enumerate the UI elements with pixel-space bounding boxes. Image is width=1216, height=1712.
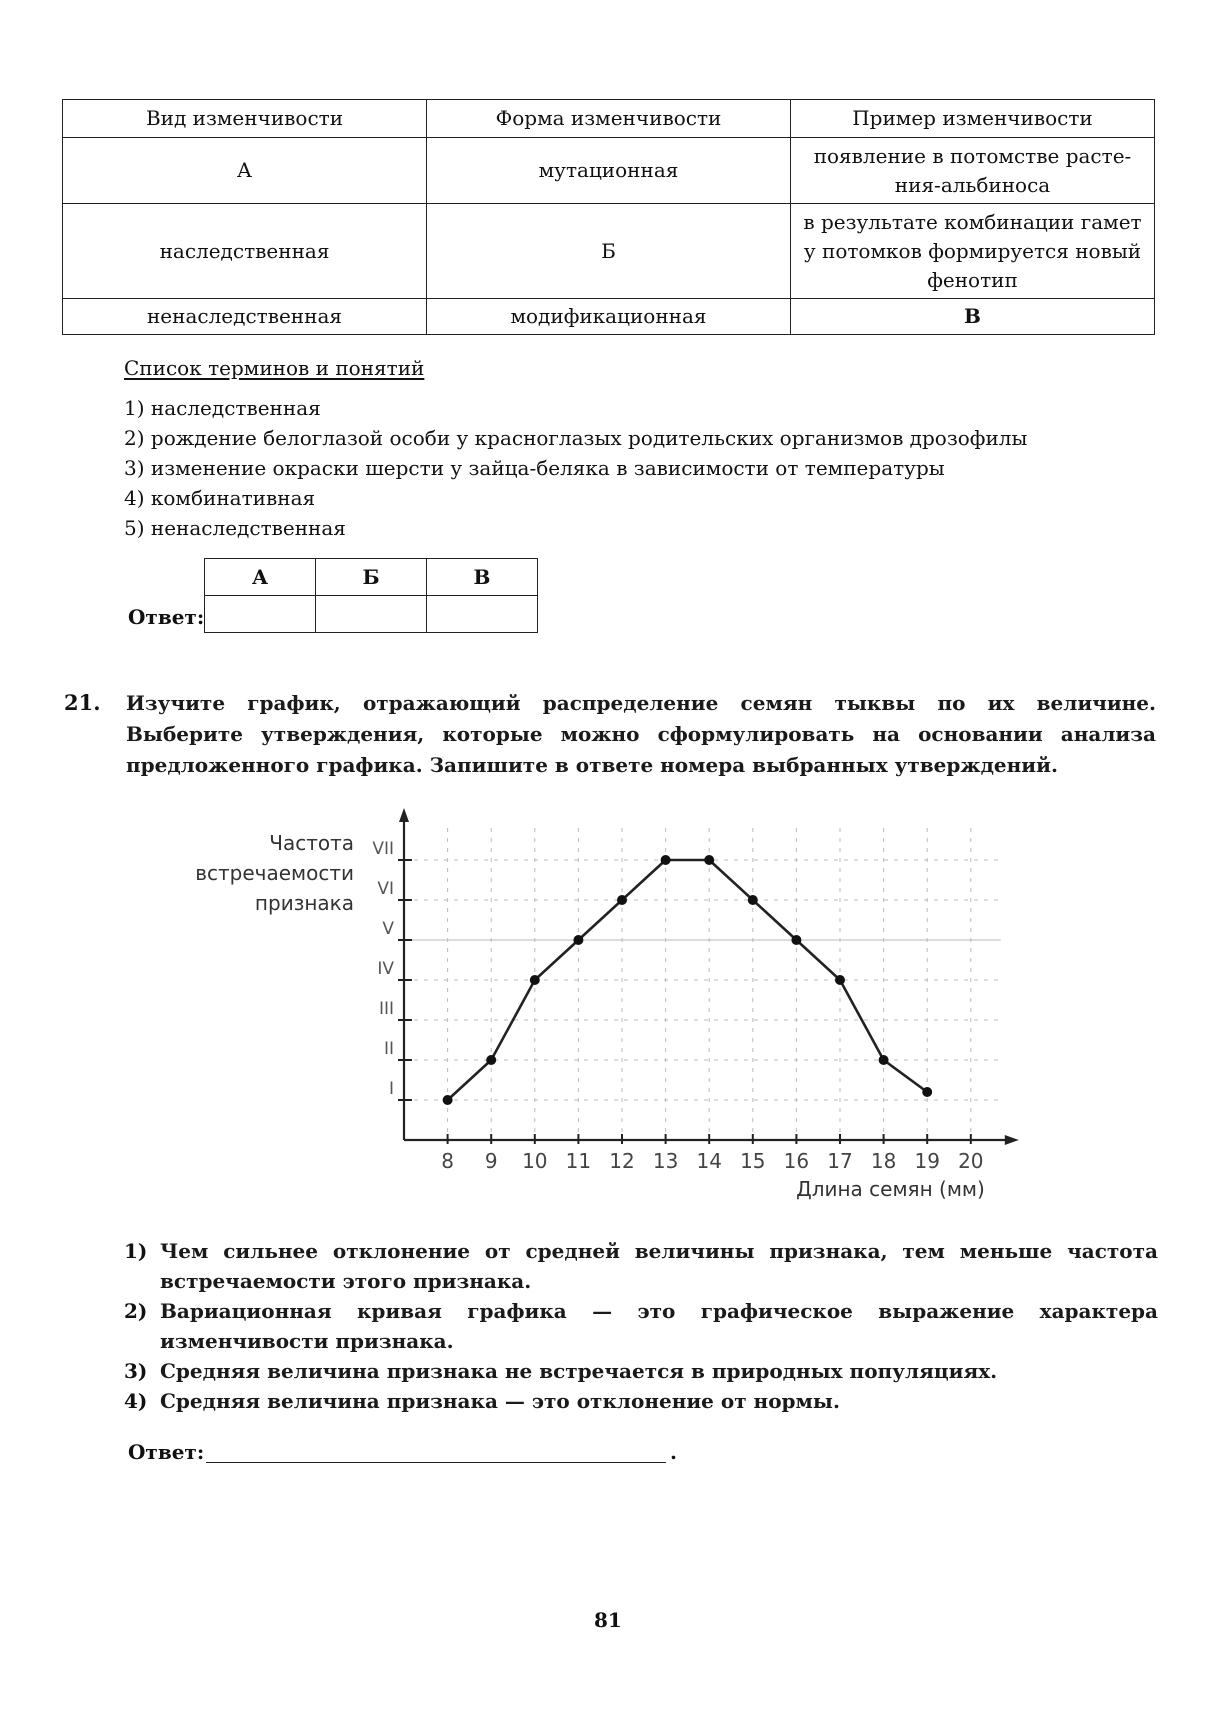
chart-grid [404,828,1001,1140]
answer-label: Ответ: [128,605,205,629]
answer-label: Ответ: [128,1440,205,1464]
statement-text: Вариационная кривая графика — это графическое выражение характера изменчивости признака. [160,1299,1158,1353]
answer-header-cell: А [205,559,316,596]
list-item: 2) рождение белоглазой особи у красноглазых родительских организмов дрозофилы [124,426,1028,450]
chart-labels [195,831,985,1201]
x-tick-label: 12 [609,1149,635,1173]
data-point [748,895,758,905]
answer-cell-a[interactable] [205,596,316,633]
statement-number: 3) [124,1359,148,1383]
y-tick-label: VII [372,839,394,859]
x-axis-title: Длина семян (мм) [796,1177,985,1201]
y-tick-label: IV [377,959,394,979]
table-cell: наследственная [63,204,427,299]
x-tick-label: 14 [696,1149,722,1173]
question-number: 21. [64,690,101,715]
y-tick-label: V [382,919,394,939]
x-tick-label: 16 [783,1149,810,1173]
x-tick-label: 13 [652,1149,679,1173]
statement-text: Средняя величина признака — это отклонение от нормы. [160,1389,840,1413]
y-tick-label: VI [377,879,394,899]
table-row [63,299,1155,335]
data-point [573,935,583,945]
table-cell: В [791,299,1155,335]
y-tick-label: II [383,1039,394,1059]
terms-title: Список терминов и понятий [124,356,425,380]
table-header-row [63,100,1155,138]
data-point [661,855,671,865]
data-point [879,1055,889,1065]
list-item [124,1356,1158,1386]
statement-number: 1) [124,1239,148,1263]
answer-cell-v[interactable] [427,596,538,633]
x-tick-label: 11 [565,1149,592,1173]
answer-cell-b[interactable] [316,596,427,633]
x-tick-label: 9 [484,1149,498,1173]
y-axis-title: встречаемости [195,861,354,885]
data-point [791,935,801,945]
data-point [922,1087,932,1097]
list-item [124,1296,1158,1356]
question-text: Изучите график, отражающий распределение семян тыквы по их величине. Выберите утверждения, которые можно сформулировать на основании анализа предложенного графика. Запишите в ответе номера выбранных утверждений. [126,691,1156,777]
list-item [124,1386,1158,1416]
x-tick-label: 10 [522,1149,548,1173]
list-item [124,1236,1158,1296]
data-point [443,1095,453,1105]
table-row [63,204,1155,299]
y-axis-title: Частота [269,831,354,855]
statement-number: 4) [124,1389,148,1413]
answer-input-row [205,596,538,633]
x-axis-arrow [1005,1135,1019,1145]
table-cell: модификационная [427,299,791,335]
data-point [704,855,714,865]
x-tick-label: 19 [914,1149,940,1173]
statements-list [124,1236,1158,1416]
table-header-cell: Форма изменчивости [427,100,791,138]
x-tick-label: 18 [870,1149,897,1173]
x-tick-label: 20 [958,1149,984,1173]
table-header-cell: Пример изменчивости [791,100,1155,138]
table-cell: Б [427,204,791,299]
chart-ticks [372,839,983,1173]
table-cell: в результате комбинации гамет у потомков формируется новый фенотип [791,204,1155,299]
variability-table [62,99,1155,335]
seed-length-chart [0,800,1216,1210]
list-item: 4) комбинативная [124,486,316,510]
list-item: 5) ненаследственная [124,516,346,540]
statement-number: 2) [124,1299,148,1323]
answer-dot: . [670,1440,677,1464]
table-cell: А [63,138,427,204]
table-cell: ненаследственная [63,299,427,335]
table-cell: мутационная [427,138,791,204]
x-tick-label: 17 [827,1149,853,1173]
data-point [486,1055,496,1065]
answer-table [204,558,538,633]
answer-header-row [205,559,538,596]
x-tick-label: 15 [740,1149,766,1173]
table-row [63,138,1155,204]
data-point [617,895,627,905]
table-cell: появление в потомстве расте-ния-альбиноса [791,138,1155,204]
y-axis-title: признака [254,891,354,915]
page-number: 81 [594,1608,622,1632]
data-point [530,975,540,985]
answer-header-cell: В [427,559,538,596]
y-axis-arrow [399,808,409,822]
answer-header-cell: Б [316,559,427,596]
y-tick-label: I [388,1079,394,1099]
x-tick-label: 8 [441,1149,454,1173]
terms-list [124,393,1027,543]
list-item: 1) наследственная [124,396,321,420]
statement-text: Чем сильнее отклонение от средней величины признака, тем меньше частота встречаемости этого признака. [160,1239,1158,1293]
data-point [835,975,845,985]
answer-line[interactable] [206,1462,666,1463]
y-tick-label: III [378,999,394,1019]
table-header-cell: Вид изменчивости [63,100,427,138]
list-item: 3) изменение окраски шерсти у зайца-беляка в зависимости от температуры [124,456,945,480]
statement-text: Средняя величина признака не встречается в природных популяциях. [160,1359,998,1383]
